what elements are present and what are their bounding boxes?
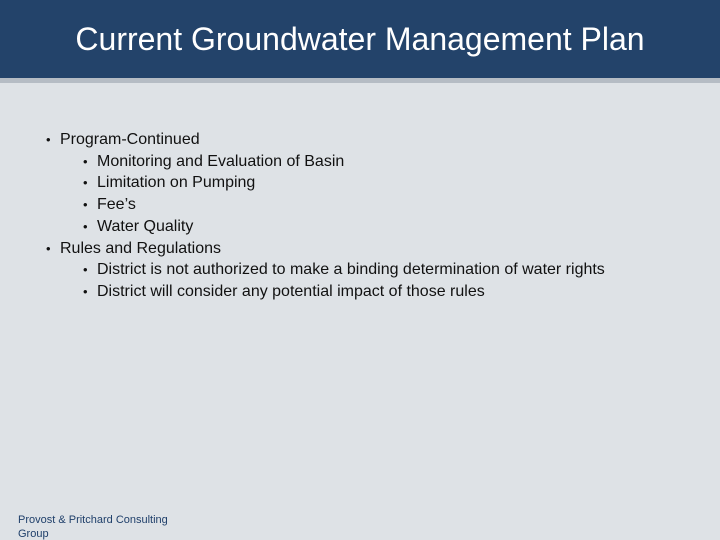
bullet-text: Water Quality: [97, 217, 194, 235]
bullet-icon: •: [83, 262, 88, 278]
sub-bullet-item: [0, 172, 720, 194]
bullet-item: [0, 129, 720, 151]
bullet-text: Rules and Regulations: [60, 239, 221, 257]
bullet-icon: •: [83, 153, 88, 169]
bullet-text: District will consider any potential impact of those rules: [97, 282, 485, 300]
bullet-list: [0, 129, 720, 303]
bullet-text: Program-Continued: [60, 131, 200, 148]
title-divider: [0, 78, 720, 83]
slide-title: Current Groundwater Management Plan: [75, 21, 645, 57]
bullet-text: Fee’s: [97, 196, 136, 214]
bullet-icon: •: [83, 197, 88, 213]
bullet-icon: •: [83, 218, 88, 234]
bullet-item: [0, 238, 720, 260]
bullet-icon: •: [83, 175, 88, 191]
sub-bullet-item: [0, 151, 720, 173]
bullet-text: Monitoring and Evaluation of Basin: [97, 152, 345, 170]
sub-bullet-item: [0, 194, 720, 216]
bullet-text: Limitation on Pumping: [97, 174, 256, 192]
bullet-icon: •: [46, 132, 51, 147]
sub-bullet-item: [0, 281, 720, 303]
bullet-text: District is not authorized to make a binding determination of water rights: [97, 261, 605, 279]
footer-company-name: Provost & Pritchard Consulting Group: [18, 514, 168, 540]
sub-bullet-item: [0, 216, 720, 238]
sub-bullet-item: [0, 259, 720, 281]
bullet-icon: •: [46, 240, 51, 256]
bullet-icon: •: [83, 283, 88, 299]
